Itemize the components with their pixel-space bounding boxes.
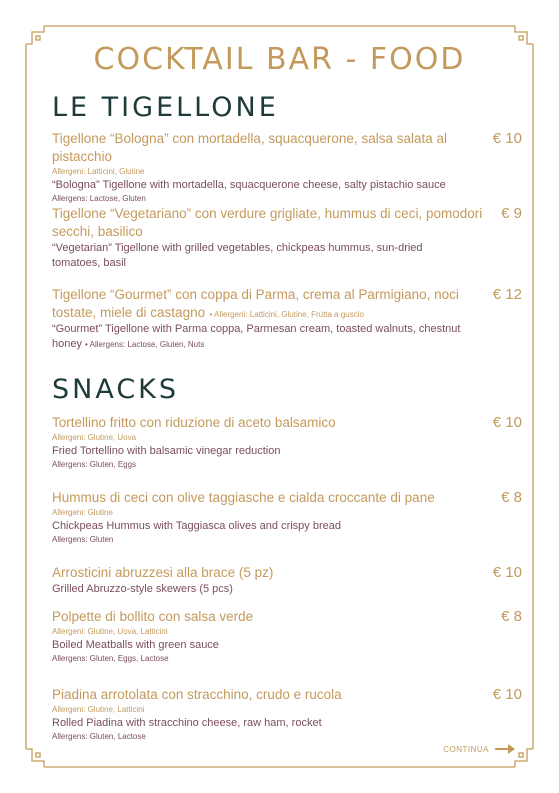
item-allergens-it: Allergeni: Latticini, Glutine [52,167,145,176]
item-description-en: “Bologna” Tigellone with mortadella, squacquerone cheese, salty pistachio sauce [52,179,446,191]
item-name: Arrosticini abruzzesi alla brace (5 pz) [52,565,274,580]
item-allergens-en: Allergens: Gluten [52,535,114,544]
item-allergens-it: Allergeni: Glutine [52,508,113,517]
item-name: Piadina arrotolata con stracchino, crudo e rucola [52,687,342,702]
item-name: Polpette di bollito con salsa verde [52,609,254,624]
item-allergens-en: Allergens: Gluten, Lactose [52,732,146,741]
item-allergens-it: Allergeni: Glutine, Uova [52,433,137,442]
item-price: € 8 [501,608,522,625]
menu-item-piadina-arrotolata [52,686,542,743]
item-description-en: Boiled Meatballs with green sauce [52,639,219,651]
item-allergens-it: Allergeni: Glutine, Uova, Latticini [52,627,168,636]
item-name: Tigellone “Vegetariano” con verdure grigliate, hummus di ceci, pomodori secchi, basilico [52,206,483,239]
item-price: € 12 [492,286,522,303]
item-price: € 10 [492,686,522,703]
item-price: € 10 [492,414,522,431]
item-price: € 10 [492,130,522,147]
item-description-en: “Vegetarian” Tigellone with grilled vegetables, chickpeas hummus, sun-dried tomatoes, basil [52,242,423,269]
continue-label: CONTINUA [443,744,489,754]
menu-item-tigellone-gourmet [52,286,542,352]
menu-item-tigellone-vegetariano [52,205,542,271]
item-allergens-it: • Allergeni: Latticini, Glutine, Frutta a guscio [209,310,364,319]
item-allergens-it: Allergeni: Glutine, Latticini [52,705,145,714]
item-price: € 8 [501,489,522,506]
item-description-en: Chickpeas Hummus with Taggiasca olives and crispy bread [52,520,341,532]
item-allergens-en: Allergens: Lactose, Gluten [52,194,146,203]
item-allergens-en: Allergens: Gluten, Eggs, Lactose [52,654,169,663]
section-heading-snacks: SNACKS [52,374,180,405]
item-description-en: Rolled Piadina with stracchino cheese, raw ham, rocket [52,717,322,729]
item-allergens-en: Allergens: Gluten, Eggs [52,460,137,469]
item-allergens-en: • Allergens: Lactose, Gluten, Nuts [85,340,205,349]
menu-item-polpette-di-bollito [52,608,542,665]
item-price: € 10 [492,564,522,581]
item-description-en: “Gourmet” Tigellone with Parma coppa, Parmesan cream, toasted walnuts, chestnut honey [52,323,461,350]
page-title: COCKTAIL BAR - FOOD [93,42,466,77]
item-name: Hummus di ceci con olive taggiasche e cialda croccante di pane [52,490,435,505]
menu-item-tigellone-bologna [52,130,542,205]
item-name: Tigellone “Gourmet” con coppa di Parma, crema al Parmigiano, noci tostate, miele di castagno [52,287,459,320]
item-description-en: Grilled Abruzzo-style skewers (5 pcs) [52,583,233,595]
section-heading-tigellone: LE TIGELLONE [52,92,279,123]
arrow-right-icon [495,744,515,754]
menu-item-tortellino-fritto [52,414,542,471]
item-price: € 9 [501,205,522,222]
item-description-en: Fried Tortellino with balsamic vinegar reduction [52,445,281,457]
continue-link[interactable] [443,744,515,754]
menu-item-arrosticini [52,564,542,597]
item-name: Tortellino fritto con riduzione di aceto balsamico [52,415,336,430]
menu-item-hummus-di-ceci [52,489,542,546]
item-name: Tigellone “Bologna” con mortadella, squacquerone, salsa salata al pistacchio [52,131,447,164]
